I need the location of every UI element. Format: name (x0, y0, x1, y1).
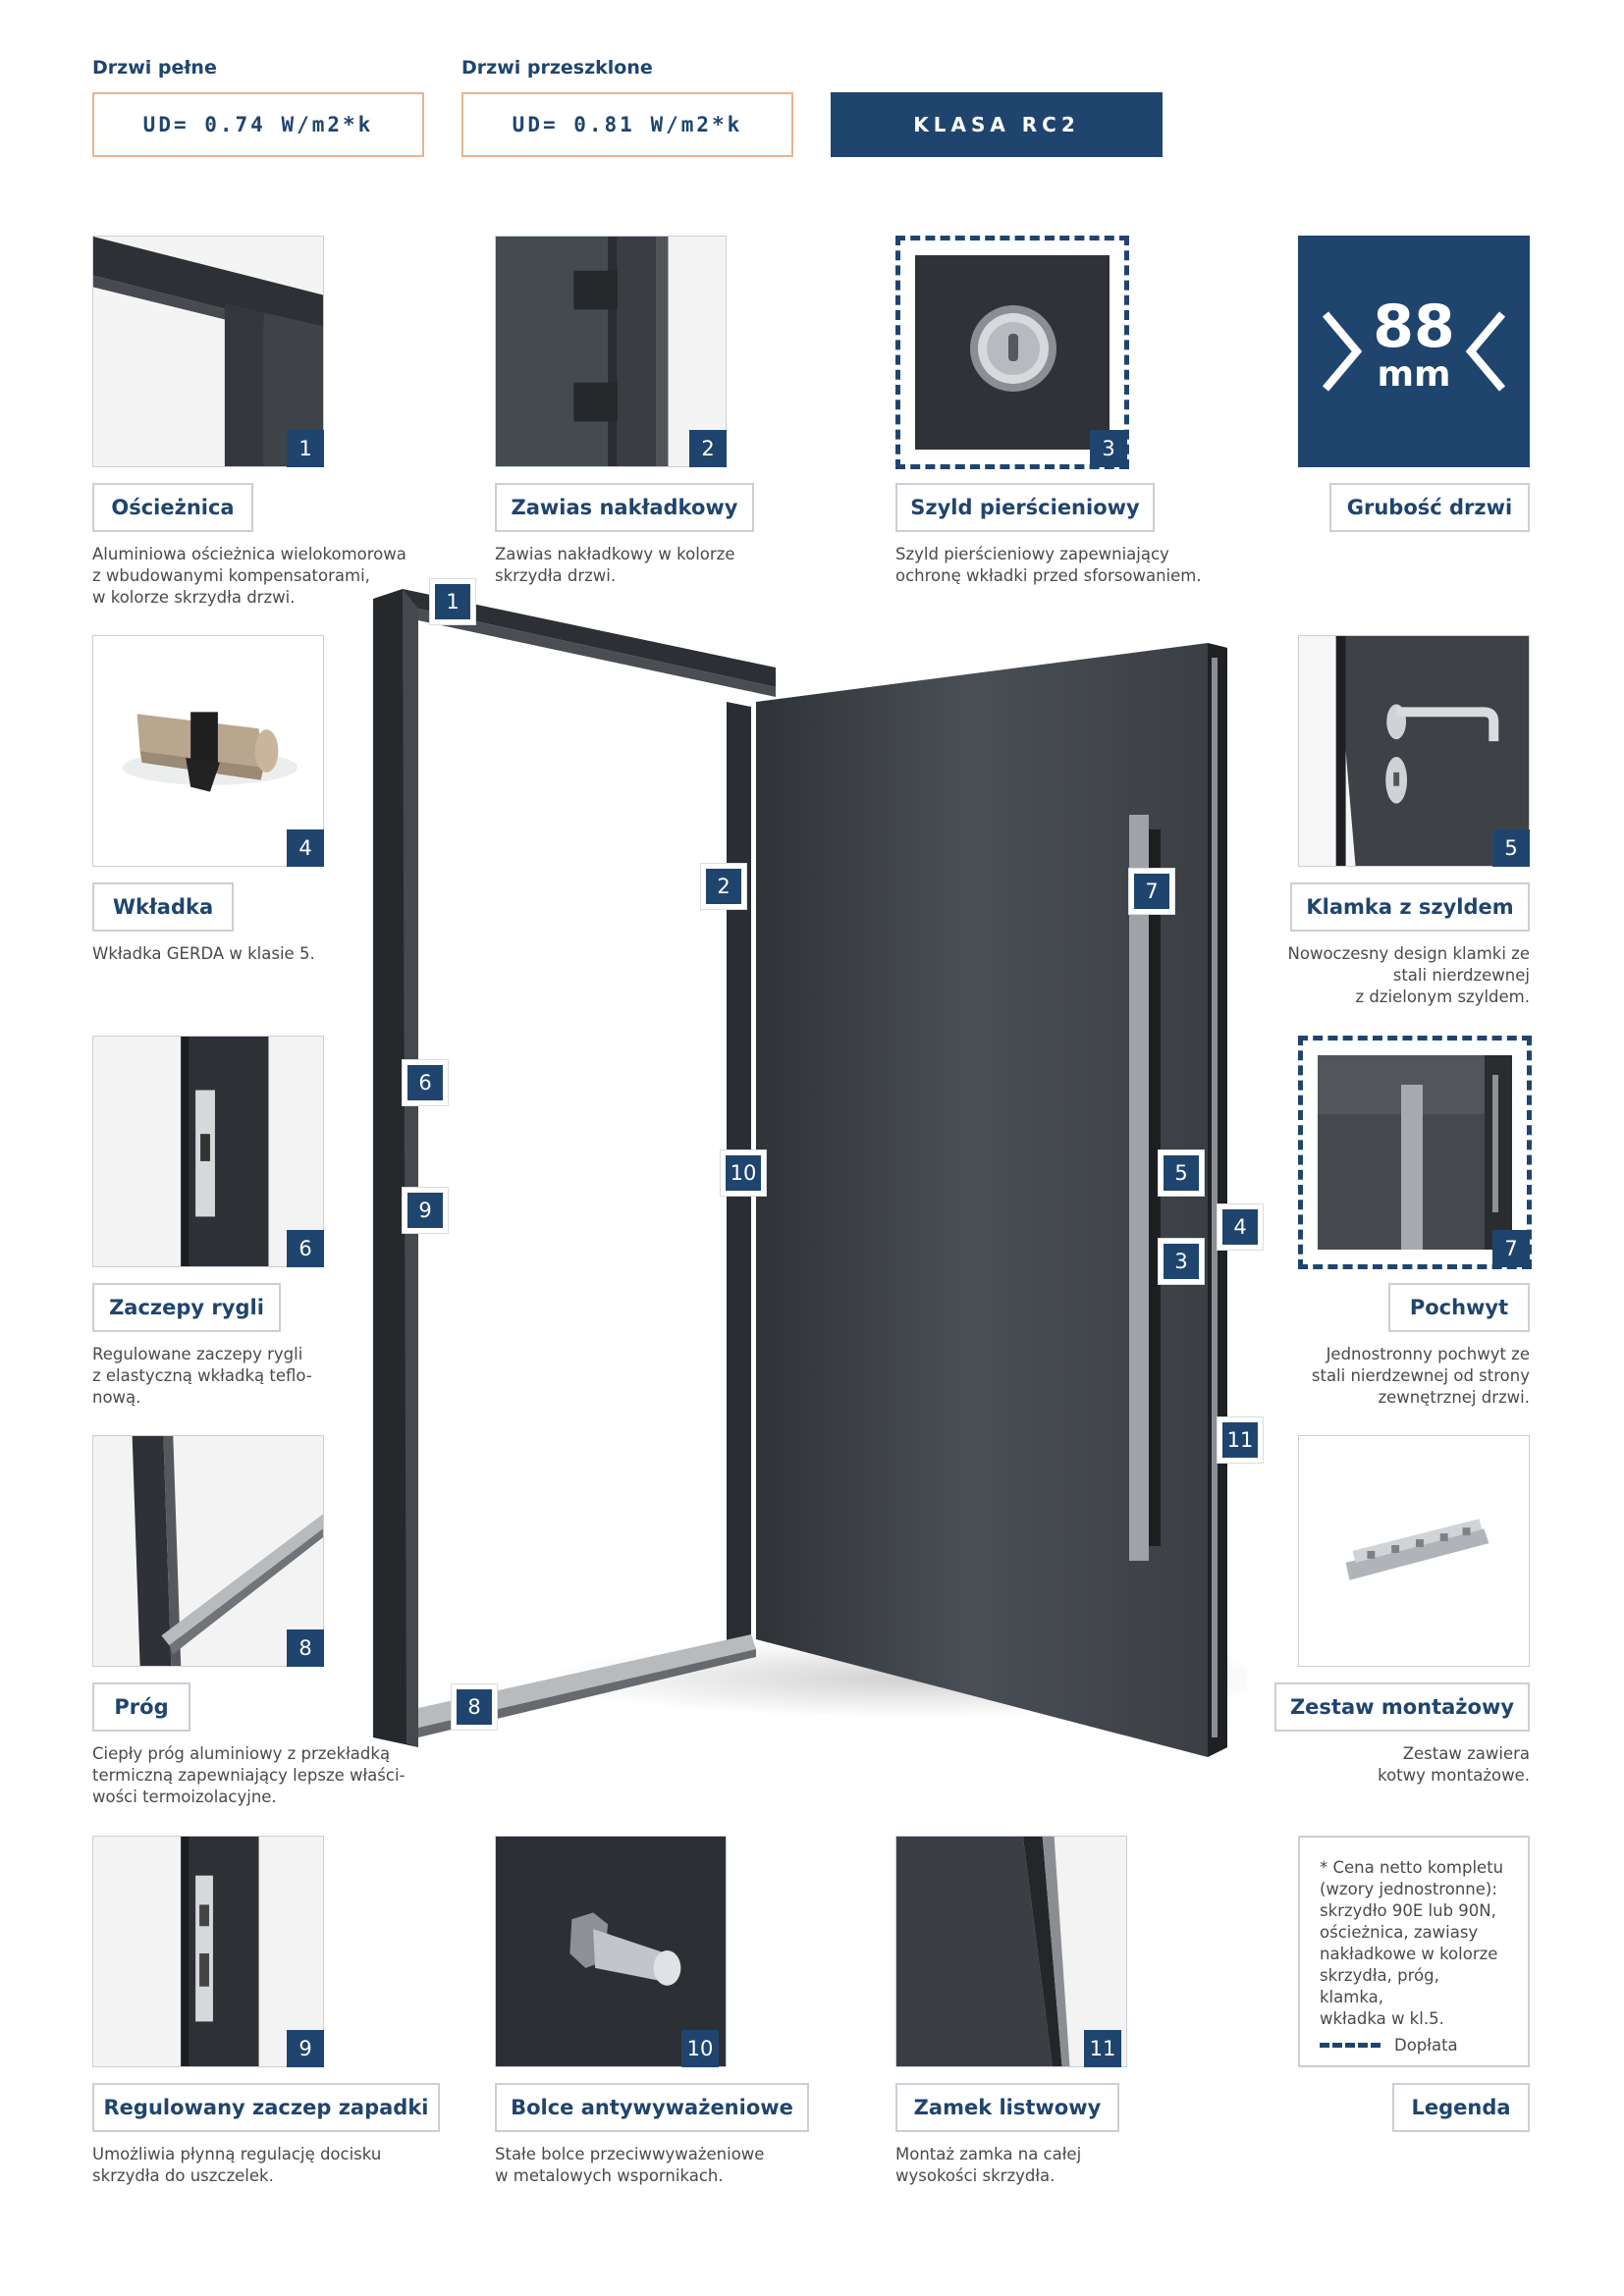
feature-desc: Jednostronny pochwyt ze stali nierdzewnej od strony zewnętrznej drzwi. (1311, 1345, 1530, 1407)
legend-box (1298, 1836, 1530, 2067)
feature-desc: Regulowane zaczepy rygli z elastyczną wkładką teflo- nową. (92, 1345, 312, 1407)
feature-desc: Stałe bolce przeciwwyważeniowe w metalowych wspornikach. (495, 2145, 765, 2185)
feature-desc: Zestaw zawiera kotwy montażowe. (1378, 1744, 1530, 1785)
feature-title: Regulowany zaczep zapadki (92, 2083, 440, 2132)
feature-desc: Montaż zamka na całej wysokości skrzydła. (895, 2145, 1082, 2185)
pull-handle-photo (1318, 1055, 1512, 1250)
thickness-value: 88 (1373, 293, 1455, 361)
legend-title: Legenda (1392, 2083, 1530, 2132)
door-marker: 2 (701, 864, 746, 909)
feature-title: Zamek listwowy (895, 2083, 1119, 2132)
door-marker: 7 (1129, 869, 1174, 914)
feature-title: Ościeżnica (92, 483, 253, 532)
full-door-ud-value: UD= 0.74 W/m2*k (92, 92, 424, 157)
feature-desc: Aluminiowa ościeżnica wielokomorowa z wbudowanymi kompensatorami, w kolorze skrzydła drzwi. (92, 545, 406, 607)
feature-desc: Wkładka GERDA w klasie 5. (92, 944, 315, 963)
feature-title: Szyld pierścieniowy (895, 483, 1155, 532)
door-thickness-badge (1298, 236, 1530, 467)
feature-number: 6 (287, 1230, 324, 1267)
door-marker: 11 (1218, 1417, 1263, 1463)
legend-upcharge-row (1320, 2036, 1508, 2055)
door-marker: 6 (403, 1060, 448, 1105)
feature-desc: Zawias nakładkowy w kolorze skrzydła drzwi. (495, 545, 735, 585)
door-marker: 10 (721, 1150, 766, 1196)
feature-number: 5 (1492, 829, 1530, 867)
ring-escutcheon-photo (915, 255, 1110, 450)
feature-title: Zestaw montażowy (1274, 1682, 1530, 1732)
feature-desc: Umożliwia płynną regulację docisku skrzydła do uszczelek. (92, 2145, 382, 2185)
feature-title: Pochwyt (1388, 1283, 1530, 1332)
feature-number: 3 (1090, 430, 1127, 467)
feature-title: Bolce antywyważeniowe (495, 2083, 809, 2132)
feature-title: Próg (92, 1682, 190, 1732)
door-marker: 5 (1159, 1150, 1204, 1196)
legend-note: * Cena netto kompletu (wzory jednostronne): skrzydło 90E lub 90N, ościeżnica, zawiasy nakładkowe w kolorze skrzydła, próg, klamka, wkładka w kl.5. (1320, 1858, 1504, 2028)
feature-title: Wkładka (92, 882, 234, 932)
feature-title: Zaczepy rygli (92, 1283, 281, 1332)
door-marker: 4 (1218, 1204, 1263, 1250)
feature-number: 1 (287, 430, 324, 467)
door-marker: 1 (430, 579, 475, 624)
glazed-door-ud-value: UD= 0.81 W/m2*k (461, 92, 793, 157)
feature-number: 4 (287, 829, 324, 867)
door-marker: 9 (403, 1188, 448, 1233)
feature-number: 9 (287, 2030, 324, 2067)
feature-title: Zawias nakładkowy (495, 483, 754, 532)
feature-number: 10 (681, 2030, 719, 2067)
full-door-label: Drzwi pełne (92, 57, 217, 79)
feature-title: Grubość drzwi (1329, 483, 1530, 532)
legend-dash-line (1320, 2043, 1380, 2048)
feature-number: 7 (1492, 1230, 1530, 1267)
feature-number: 2 (689, 430, 727, 467)
feature-number: 8 (287, 1629, 324, 1667)
rc2-class-badge: KLASA RC2 (831, 92, 1163, 157)
door-marker: 3 (1159, 1239, 1204, 1284)
thickness-unit: mm (1377, 354, 1451, 395)
feature-desc: Ciepły próg aluminiowy z przekładką termiczną zapewniający lepsze właści- wości termoizolacyjne. (92, 1744, 406, 1806)
feature-number: 11 (1084, 2030, 1121, 2067)
feature-desc: Nowoczesny design klamki ze stali nierdzewnej z dzielonym szyldem. (1287, 944, 1530, 1006)
door-illustration (363, 579, 1247, 1757)
door-marker: 8 (452, 1684, 497, 1730)
feature-title: Klamka z szyldem (1290, 882, 1530, 932)
legend-upcharge-label: Dopłata (1394, 2036, 1458, 2055)
feature-desc: Szyld pierścieniowy zapewniający ochronę wkładki przed sforsowaniem. (895, 545, 1202, 585)
mounting-kit-photo (1298, 1435, 1530, 1667)
glazed-door-label: Drzwi przeszklone (461, 57, 653, 79)
